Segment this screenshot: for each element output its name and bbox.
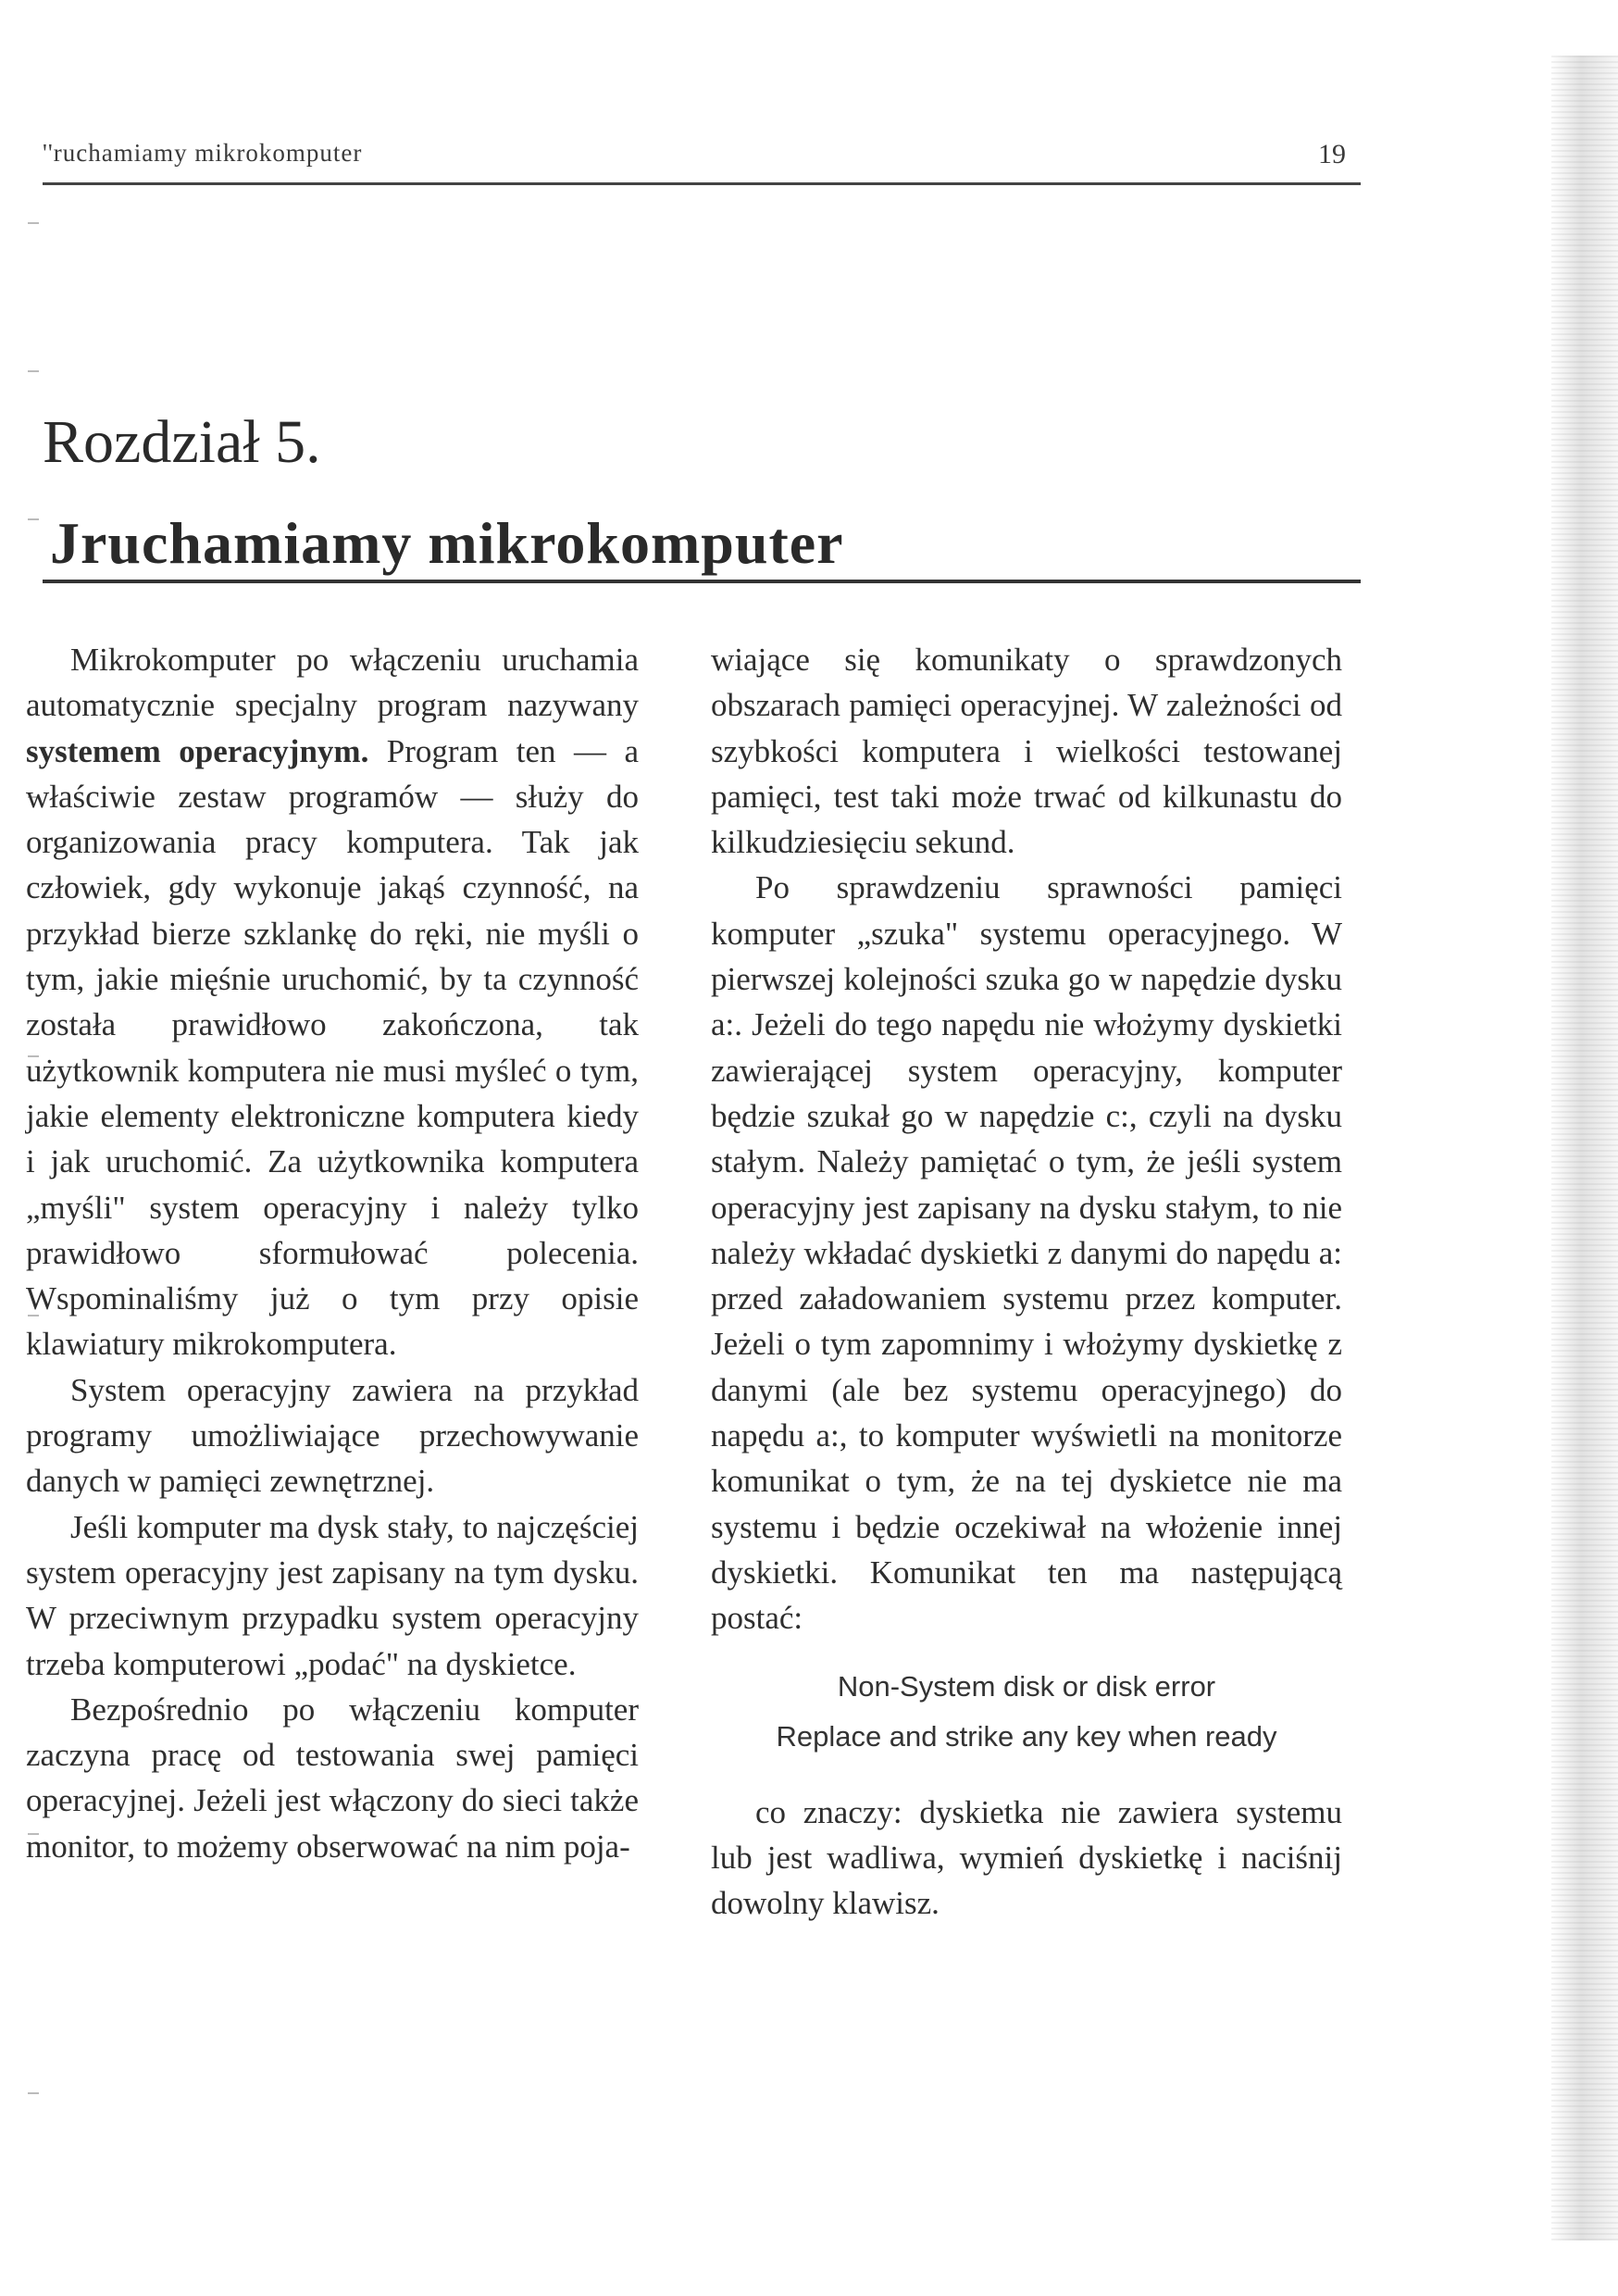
header-rule (43, 182, 1361, 185)
paragraph: Po sprawdzeniu sprawności pamięci komputer „szuka" systemu operacyjnego. W pierwszej kolejności szuka go w napędzie dysku a:. Jeżeli do tego napędu nie włożymy dyskietki zawierającej system operacyjny, komputer będzie szukał go w napędzie c:, czyli na dysku stałym. Należy pamiętać o tym, że jeśli system operacyjny jest zapisany na dysku stałym, to nie należy wkładać dyskietki z danymi do napędu a: przed załadowaniem systemu przez komputer. Jeżeli o tym zapomnimy i włożymy dyskietkę z danymi (ale bez systemu operacyjnego) do napędu a:, to komputer wyświetli na monitorze komunikat o tym, że na tej dyskietce nie ma systemu i będzie oczekiwał na włożenie innej dyskietki. Komunikat ten ma następującą postać: (711, 869, 1342, 1637)
system-message-line: Replace and strike any key when ready (776, 1719, 1277, 1753)
chapter-label: Rozdział 5. (43, 408, 321, 476)
left-column (26, 637, 639, 1869)
paragraph: wiające się komunikaty o sprawdzonych obszarach pamięci operacyjnej. W zależności od szybkości komputera i wielkości testowanej pamięci, test taki może trwać od kilkunastu do kilkudziesięciu sekund. (711, 642, 1342, 861)
title-rule (43, 580, 1361, 583)
paragraph: co znaczy: dyskietka nie zawiera systemu lub jest wadliwa, wymień dyskietkę i naciśnij dowolny klawisz. (711, 1793, 1342, 1922)
page-number: 19 (1318, 139, 1346, 169)
scan-edge-shadow (1551, 56, 1618, 2240)
chapter-title: Jruchamiamy mikrokomputer (50, 510, 844, 576)
system-message (711, 1662, 1342, 1762)
paragraph: Bezpośrednio po włączeniu komputer zaczyna pracę od testowania swej pamięci operacyjnej. Jeżeli jest włączony do sieci także monitor, to możemy obserwować na nim poja- (26, 1691, 639, 1865)
paragraph: Mikrokomputer po włączeniu uruchamia automatycznie specjalny program nazywany systemem operacyjnym. Program ten — a właściwie zestaw programów — służy do organizowania pracy komputera. Tak jak człowiek, gdy wykonuje jakąś czynność, na przykład bierze szklankę do ręki, nie myśli o tym, jakie mięśnie uruchomić, by ta czynność została prawidłowo zakończona, tak użytkownik komputera nie musi myśleć o tym, jakie elementy elektroniczne komputera kiedy i jak uruchomić. Za użytkownika komputera „myśli" system operacyjny i należy tylko prawidłowo sformułować polecenia. Wspominaliśmy już o tym przy opisie klawiatury mikrokomputera. (26, 642, 640, 1363)
paragraph: System operacyjny zawiera na przykład programy umożliwiające przechowywanie danych w pamięci zewnętrznej. (26, 1371, 639, 1500)
right-column (711, 637, 1342, 1926)
bold-term: systemem operacyjnym. (26, 732, 369, 769)
paragraph: Jeśli komputer ma dysk stały, to najczęściej system operacyjny jest zapisany na tym dysku. W przeciwnym przypadku system operacyjny trzeba komputerowi „podać" na dyskietce. (26, 1508, 639, 1682)
running-header: ''ruchamiamy mikrokomputer (43, 139, 363, 167)
system-message-line: Non-System disk or disk error (837, 1669, 1216, 1703)
